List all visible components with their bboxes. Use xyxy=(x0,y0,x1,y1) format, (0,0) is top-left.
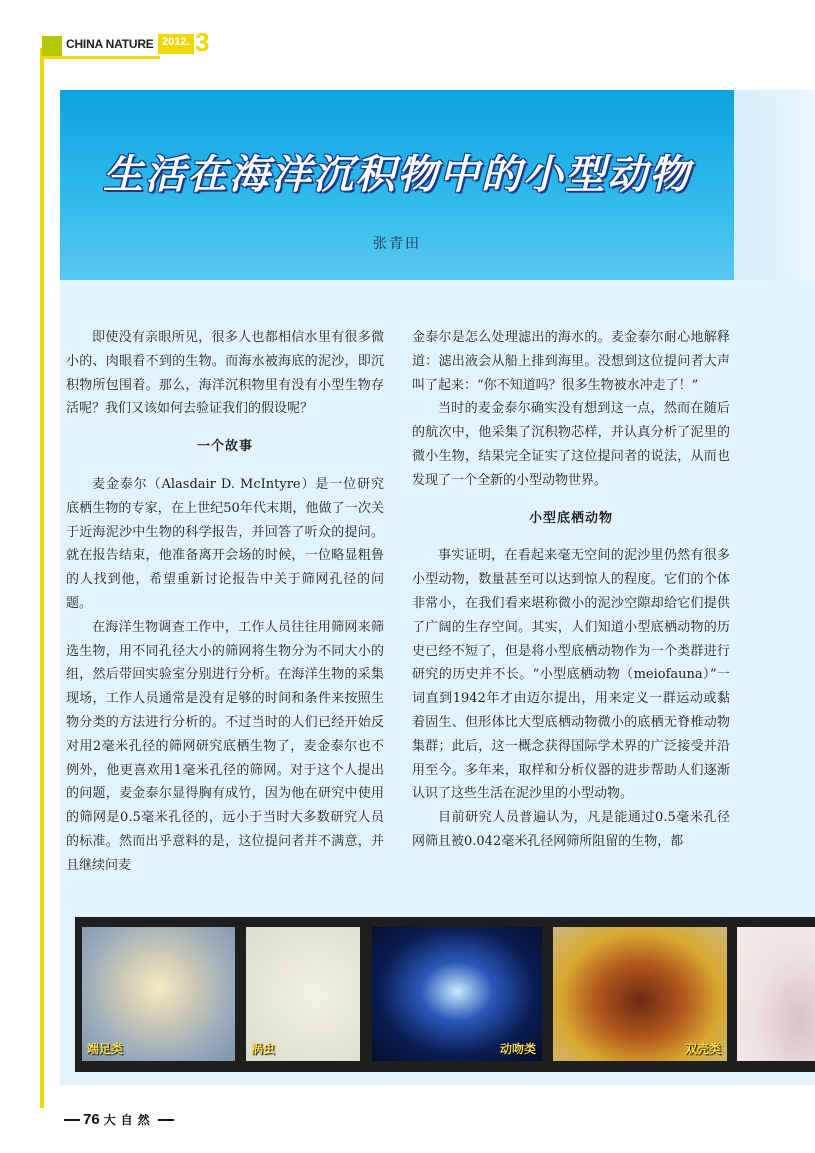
paragraph-sieve: 在海洋生物调查工作中，工作人员往往用筛网来筛选生物，用不同孔径大小的筛网将生物分为不同大小的组，然后带回实验室分别进行分析。在海洋生物的采集现场，工作人员通常是没有足够的时间和条件来按照生物分类的方法进行分析的。不过当时的人们已经开始反对用2毫米孔径的筛网研究底栖生物了，麦金泰尔也不例外，他更喜欢用1毫米孔径的筛网。对于这个人提出的问题，麦金泰尔显得胸有成竹，因为他在研究中使用的筛网是0.5毫米孔径的，远小于当时大多数研究人员的标准。然而出乎意料的是，这位提问者并不满意，并且继续问麦 xyxy=(66,619,384,873)
header-logo-square xyxy=(42,36,62,56)
section-heading-meiofauna: 小型底栖动物 xyxy=(528,510,613,526)
photo-bivalve xyxy=(553,927,727,1061)
issue-number: 3 xyxy=(195,27,210,57)
paragraph-definition: 目前研究人员普遍认为，凡是能通过0.5毫米孔径网筛且被0.042毫米孔径网筛所阻留的生物，都 xyxy=(412,810,730,849)
photo-caption: 端足类 xyxy=(87,1042,124,1056)
photo-caption: 动吻类 xyxy=(499,1042,536,1056)
left-column xyxy=(66,326,384,878)
paragraph-intro: 即使没有亲眼所见，很多人也都相信水里有很多微小的、肉眼看不到的生物。而海水被海底的泥沙，即沉积物所包围着。那么，海洋沉积物里有没有小型生物存活呢？我们又该如何去验证我们的假设呢？ xyxy=(66,330,384,417)
photo-flatworm xyxy=(246,927,360,1061)
section-heading-story: 一个故事 xyxy=(196,439,253,455)
page-accent-bar xyxy=(40,48,44,1108)
photo-caption: 涡虫 xyxy=(251,1042,276,1056)
paragraph-continued: 金泰尔是怎么处理滤出的海水的。麦金泰尔耐心地解释道：滤出液会从船上排到海里。没想到这位提问者大声叫了起来：“你不知道吗？很多生物被水冲走了！” xyxy=(412,330,730,393)
photo-partial xyxy=(737,927,815,1061)
photo-kinorhynch xyxy=(372,927,542,1061)
right-column xyxy=(412,326,730,854)
footer-magazine-name: 大自然 xyxy=(103,1113,155,1127)
article-author: 张青田 xyxy=(373,236,421,252)
paragraph-meiofauna: 事实证明，在看起来毫无空间的泥沙里仍然有很多小型动物，数量甚至可以达到惊人的程度。它们的个体非常小，在我们看来堪称微小的泥沙空隙却给它们提供了广阔的生存空间。其实，人们知道小型底栖动物的历史已经不短了，但是将小型底栖动物作为一个类群进行研究的历史并不长。“小型底栖动物（meiofauna）”一词直到1942年才由迈尔提出，用来定义一群运动或黏着固生、但形体比大型底栖动物微小的底栖无脊椎动物集群；此后，这一概念获得国际学术界的广泛接受并沿用至今。多年来，取样和分析仪器的进步帮助人们逐渐认识了这些生活在泥沙里的小型动物。 xyxy=(412,548,730,802)
page-footer xyxy=(61,1111,177,1128)
page-number: 76 xyxy=(83,1111,100,1128)
banner-side-image xyxy=(734,90,815,280)
magazine-name: CHINA NATURE xyxy=(66,37,154,51)
paragraph-mcintyre: 麦金泰尔（Alasdair D. McIntyre）是一位研究底栖生物的专家，在上世纪50年代末期，他做了一次关于近海泥沙中生物的科学报告，并回答了听众的提问。就在报告结束，他准备离开会场的时候，一位略显粗鲁的人找到他，希望重新讨论报告中关于筛网孔径的问题。 xyxy=(66,476,384,611)
photo-caption: 双壳类 xyxy=(684,1042,721,1056)
paragraph-discovery: 当时的麦金泰尔确实没有想到这一点，然而在随后的航次中，他采集了沉积物芯样，并认真分析了泥里的微小生物，结果完全证实了这位提问者的说法，从而也发现了一个全新的小型动物世界。 xyxy=(412,401,730,488)
photo-amphipod xyxy=(82,927,235,1061)
footer-dash xyxy=(64,1119,80,1121)
article-title: 生活在海洋沉积物中的小型动物 xyxy=(103,151,691,198)
header-accent-line xyxy=(40,56,160,59)
issue-year: 2012. xyxy=(158,34,194,54)
footer-dash xyxy=(158,1119,174,1121)
